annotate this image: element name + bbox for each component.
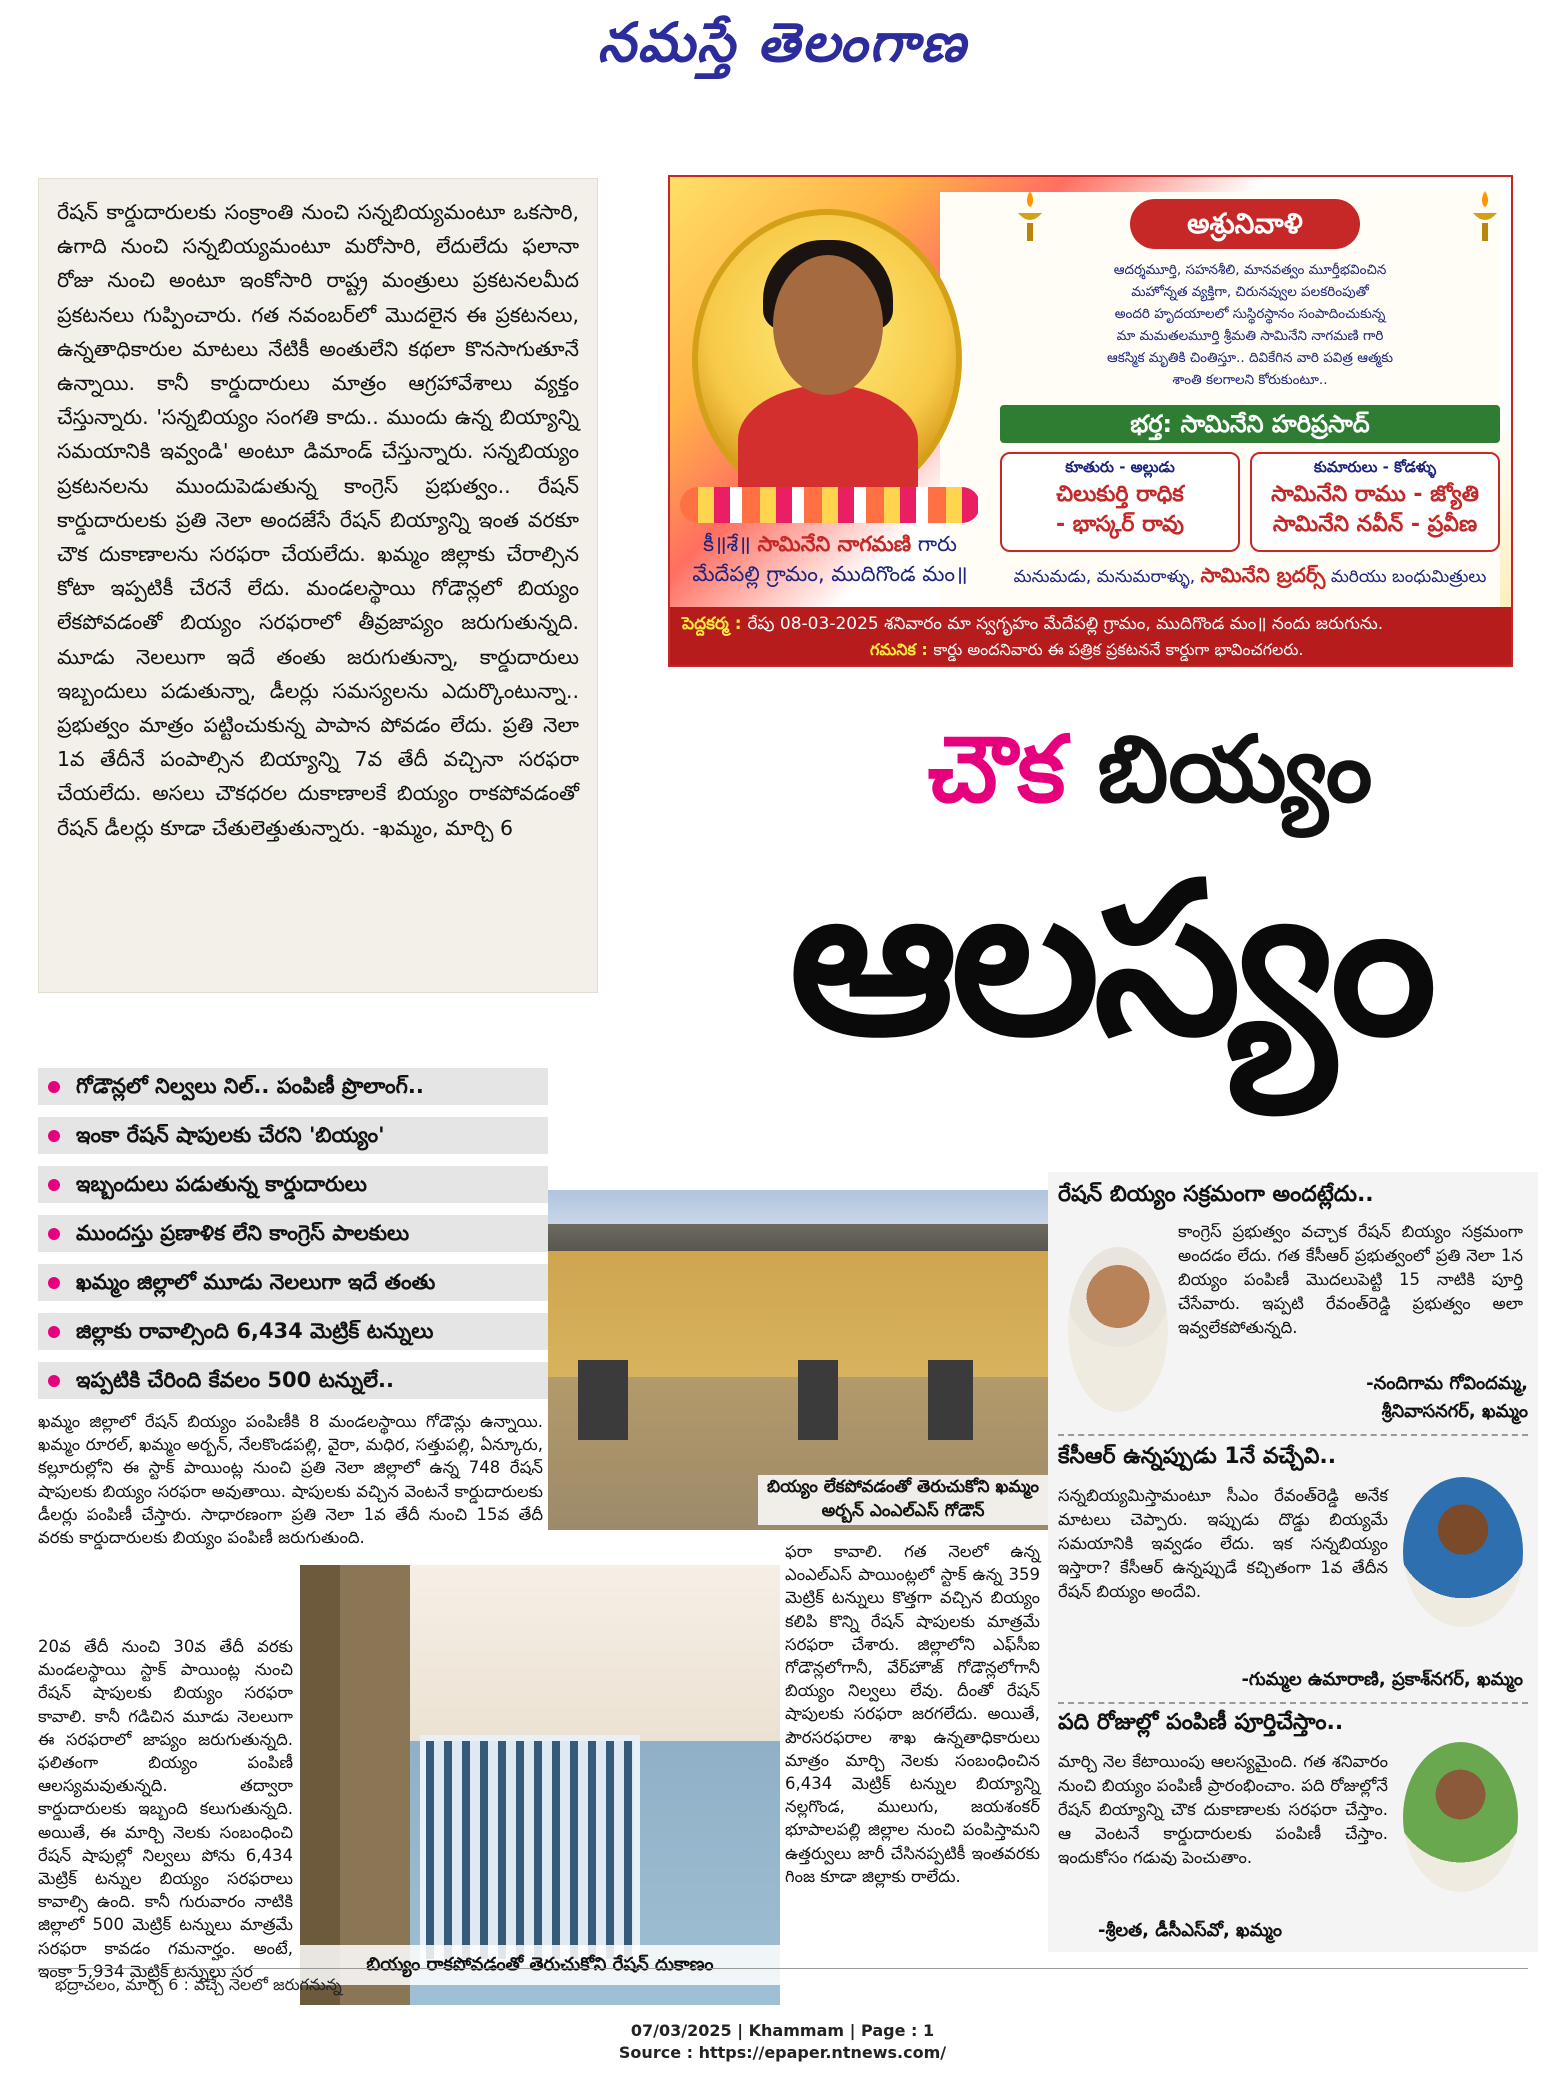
quote-1-signature xyxy=(1178,1370,1528,1426)
ad-family-suffix: మరియు బంధుమిత్రులు xyxy=(1325,567,1487,587)
portrait-face xyxy=(773,255,883,395)
ad-deceased-name: సామినేని నాగమణి xyxy=(757,532,912,556)
ration-shop-photo xyxy=(300,1565,780,2005)
headline-top xyxy=(770,716,1530,823)
ad-deceased-info xyxy=(680,529,980,589)
highlights-list xyxy=(38,1068,548,1411)
bullet-text: జిల్లాకు రావాల్సింది 6,434 మెట్రిక్ టన్నులు xyxy=(76,1319,434,1343)
list-item xyxy=(38,1068,548,1105)
ad-family-highlight: సామినేని బ్రదర్స్ xyxy=(1200,563,1326,587)
quote-2-body: సన్నబియ్యమిస్తామంటూ సీఎం రేవంత్‌రెడ్డి అనేక మాటలు చెప్పారు. ఇప్పుడు దొడ్డు బియ్యమే సమయానికి ఇవ్వడం లేదు. ఇక సన్నబియ్యం ఇస్తారా? కేసీఆర్ ఉన్నప్పుడే కచ్చితంగా 1వ తేదీన రేషన్ బియ్యం అందేవి. xyxy=(1058,1486,1388,1601)
oil-lamp-icon xyxy=(1470,187,1500,247)
ad-event-text: రేపు 08-03-2025 శనివారం మా స్వగృహం మేదేపల్లి గ్రామం, ముదిగొండ మం॥ నందు జరుగును. xyxy=(747,614,1384,634)
headline-main: ఆలస్యం xyxy=(789,837,1431,1082)
bullet-dot-icon xyxy=(48,1326,60,1338)
bullet-dot-icon xyxy=(48,1130,60,1142)
page-footer-date: 07/03/2025 | Khammam | Page : 1 xyxy=(630,2021,935,2040)
bullet-dot-icon xyxy=(48,1228,60,1240)
ad-husband-name: భర్త: సామినేని హరిప్రసాద్ xyxy=(1000,405,1500,443)
headline-word-rice: బియ్యం xyxy=(1065,716,1373,823)
opinions-sidebar xyxy=(1048,1172,1538,1952)
article-text: ఖమ్మం జిల్లాలో రేషన్ బియ్యం పంపిణీకి 8 మండలస్థాయి గోడౌన్లు ఉన్నాయి. ఖమ్మం రూరల్, ఖమ్మం అర్బన్, నేలకొండపల్లి, వైరా, మధిర, సత్తుపల్లి, ఏన్కూరు, కల్లూరుల్లోని ఈ స్టాక్ పాయింట్ల నుంచి ప్రతి నెలా జిల్లాలో ఉన్న 748 రేషన్ షాపులకు బియ్యం సరఫరా అవుతాయి. షాపులకు వచ్చిన వెంటనే కార్డుదారులకు డీలర్లు పంపిణీ చేస్తారు. సాధారణంగా ప్రతి నెలా 1వ తేదీ నుంచి 15వ తేదీ వరకు కార్డుదారులకు బియ్యం పంపిణీ జరుగుతుంది. xyxy=(38,1412,543,1548)
article-column-1-top xyxy=(38,1410,543,1549)
ad-note-tag: గమనిక : xyxy=(870,640,934,659)
list-item xyxy=(38,1264,548,1301)
bullet-dot-icon xyxy=(48,1375,60,1387)
quote-2-photo xyxy=(1403,1477,1523,1627)
quote-1-sig-place: శ్రీనివాసనగర్, ఖమ్మం xyxy=(1381,1401,1528,1422)
ad-sons-box xyxy=(1250,452,1500,552)
godown-photo xyxy=(548,1190,1053,1530)
bullet-text: ఇంకా రేషన్ షాపులకు చేరని 'బియ్యం' xyxy=(76,1123,385,1147)
bullet-dot-icon xyxy=(48,1081,60,1093)
quote-3-heading: పది రోజుల్లో పంపిణీ పూర్తిచేస్తాం.. xyxy=(1058,1710,1344,1735)
footer-divider xyxy=(38,1968,1528,1969)
list-item xyxy=(38,1313,548,1350)
page-footer-source: Source : https://epaper.ntnews.com/ xyxy=(618,2043,947,2062)
quote-2-heading: కేసీఆర్ ఉన్నప్పుడు 1నే వచ్చేవి.. xyxy=(1058,1444,1337,1469)
ad-family-prefix: మనుమడు, మనుమరాళ్ళు, xyxy=(1013,567,1201,587)
quote-3-signature: -శ్రీలత, డీసీఎస్‌వో, ఖమ్మం xyxy=(1098,1920,1283,1941)
article-column-1-bottom xyxy=(38,1635,293,1983)
quote-2-signature: -గుమ్మల ఉమారాణి, ప్రకాశ్‌నగర్, ఖమ్మం xyxy=(1241,1669,1523,1690)
ad-tribute-line: మా మమతలమూర్తి శ్రీమతి సామినేని నాగమణి గారి xyxy=(1116,328,1384,344)
quote-3-photo xyxy=(1403,1742,1518,1892)
list-item xyxy=(38,1362,548,1399)
godown-door xyxy=(798,1360,838,1440)
ad-son-in-law-name: - భాస్కర్ రావు xyxy=(1055,512,1185,537)
ad-daughter-label: కూతురు - అల్లుడు xyxy=(1065,458,1175,476)
oil-lamp-icon xyxy=(1015,187,1045,247)
bullet-text: ఇబ్బందులు పడుతున్న కార్డుదారులు xyxy=(76,1172,367,1196)
ad-deceased-suffix: గారు xyxy=(911,532,957,556)
bullet-text: ముందస్తు ప్రణాళిక లేని కాంగ్రెస్ పాలకులు xyxy=(76,1221,410,1245)
ad-family-line xyxy=(1000,561,1500,591)
bullet-text: ఖమ్మం జిల్లాలో మూడు నెలలుగా ఇదే తంతు xyxy=(76,1270,436,1294)
godown-door xyxy=(928,1360,973,1440)
ad-tribute-line: మహోన్నత వ్యక్తిగా, చిరునవ్వుల పలకరింపుతో xyxy=(1131,284,1369,300)
ad-sons-label: కుమారులు - కోడళ్ళు xyxy=(1313,458,1437,476)
continued-article-snippet: భద్రాచలం, మార్చి 6 : వచ్చే నెలలో జరుగనున్న xyxy=(55,1975,342,1994)
ad-village: మేదేపల్లి గ్రామం, ముదిగొండ మం॥ xyxy=(692,562,968,586)
photo-caption: బియ్యం రాకపోవడంతో తెరుచుకోని రేషన్ దుకాణం xyxy=(300,1945,780,1985)
obituary-advertisement xyxy=(668,175,1513,667)
tree-trunk xyxy=(300,1565,410,2005)
list-item xyxy=(38,1117,548,1154)
newspaper-title: నమస్తే తెలంగాణ xyxy=(597,10,968,74)
page-footer xyxy=(0,2020,1565,2064)
bullet-dot-icon xyxy=(48,1277,60,1289)
quote-1-sig-name: -నందిగామ గోవిందమ్మ, xyxy=(1366,1373,1528,1394)
flower-garland xyxy=(680,487,980,523)
quote-1-photo xyxy=(1068,1247,1168,1412)
lead-paragraph: రేషన్ కార్డుదారులకు సంక్రాంతి నుంచి సన్నబియ్యమంటూ ఒకసారి, ఉగాది నుంచి సన్నబియ్యమంటూ మరోసారి, లేదులేదు ఫలానా రోజు నుంచి అంటూ ఇంకోసారి రాష్ట్ర మంత్రులు ప్రకటనలమీద ప్రకటనలు గుప్పించారు. గత నవంబర్‌లో మొదలైన ఈ ప్రకటనలు, ఉన్నతాధికారుల మాటలు నేటికీ అంతులేని కథలా కొనసాగుతూనే ఉన్నాయి. కానీ కార్డుదారులు మాత్రం ఆగ్రహావేశాలు వ్యక్తం చేస్తున్నారు. 'సన్నబియ్యం సంగతి కాదు.. ముందు ఉన్న బియ్యాన్ని సమయానికి ఇవ్వండి' అంటూ డిమాండ్ చేస్తున్నారు. సన్నబియ్యం ప్రకటనలను ముందుపెడుతున్న కాంగ్రెస్ ప్రభుత్వం.. రేషన్ కార్డుదారులకు ప్రతి నెలా అందజేసే రేషన్ బియ్యాన్ని ఇంత వరకూ చౌక దుకాణాలను సరఫరా చేయలేదు. ఖమ్మం జిల్లాకు చేరాల్సిన కోటా ఇప్పటికీ చేరనే లేదు. మండలస్థాయి గోడౌన్లలో బియ్యం లేకపోవడంతో బియ్యం సరఫరాలో తీవ్రజాప్యం జరుగుతున్నది. మూడు నెలలుగా ఇదే తంతు జరుగుతున్నా, కార్డుదారులు ఇబ్బందులు పడుతున్నా, డీలర్లు సమస్యలను ఎదుర్కొంటున్నా.. ప్రభుత్వం మాత్రం పట్టించుకున్న పాపాన పోవడం లేదు. ప్రతి నెలా 1వ తేదీనే పంపాల్సిన బియ్యాన్ని 7వ తేదీ వచ్చినా సరఫరా చేయలేదు. అసలు చౌకధరల దుకాణాలకే బియ్యం రాకపోవడంతో రేషన్ డీలర్లు కూడా చేతులెత్తుతున్నారు. -ఖమ్మం, మార్చి 6 xyxy=(57,200,579,840)
headline-word-cheap: చౌక xyxy=(927,716,1066,823)
ad-son-name: సామినేని రాము - జ్యోతి xyxy=(1271,482,1479,507)
divider xyxy=(1058,1702,1528,1704)
ad-son-name: సామినేని నవీన్ - ప్రవీణ xyxy=(1272,512,1478,537)
quote-1-heading: రేషన్ బియ్యం సక్రమంగా అందట్లేదు.. xyxy=(1058,1182,1374,1207)
shop-gate xyxy=(420,1735,640,1965)
lead-paragraph-box xyxy=(38,178,598,993)
godown-door xyxy=(578,1360,628,1440)
portrait-photo xyxy=(692,209,962,509)
ad-tribute-line: ఆకస్మిక మృతికి చింతిస్తూ.. దివికేగిన వారి పవిత్ర ఆత్మకు xyxy=(1106,350,1394,366)
ad-title: అశ్రునివాళి xyxy=(1130,199,1360,249)
bullet-dot-icon xyxy=(48,1179,60,1191)
ad-tribute-line: అందరి హృదయాలలో సుస్థిరస్థానం సంపాదించుకున్న xyxy=(1114,306,1386,322)
divider xyxy=(1058,1434,1528,1436)
article-column-2 xyxy=(785,1540,1040,1888)
photo-caption: బియ్యం లేకపోవడంతో తెరుచుకోని ఖమ్మం అర్బన్ ఎంఎల్ఎస్ గోడౌన్ xyxy=(758,1475,1048,1525)
ad-daughter-name: చిలుకుర్తి రాధిక xyxy=(1056,482,1184,507)
bullet-text: ఇప్పటికి చేరింది కేవలం 500 టన్నులే.. xyxy=(76,1368,394,1392)
article-text: ఫరా కావాలి. గత నెలలో ఉన్న ఎంఎల్ఎస్ పాయింట్లలో స్టాక్ ఉన్న 359 మెట్రిక్ టన్నులు కొత్తగా వచ్చిన బియ్యం కలిపి కొన్ని రేషన్ షాపులకు మాత్రమే సరఫరా చేశారు. జిల్లాలోని ఎఫ్‌సీఐ గోడౌన్లలోగానీ, వేర్‌హౌజ్ గోడౌన్లలోగానీ బియ్యం నిల్వలు లేవు. దీంతో రేషన్ షాపులకు సరఫరా జరగలేదు. అయితే, పౌరసరఫరాల శాఖ ఉన్నతాధికారులు మాత్రం మార్చి నెలకు సంబంధించిన 6,434 మెట్రిక్ టన్నుల బియ్యాన్ని నల్లగొండ, ములుగు, జయశంకర్ భూపాలపల్లి జిల్లాల నుంచి పంపిస్తామని ఉత్తర్వులు జారీ చేసినప్పటికీ ఇంతవరకు గింజ కూడా జిల్లాకు రాలేదు. xyxy=(785,1542,1040,1886)
list-item xyxy=(38,1166,548,1203)
list-item xyxy=(38,1215,548,1252)
ad-tribute-text xyxy=(1000,259,1500,391)
ad-deceased-prefix: కీ॥శే॥ xyxy=(703,532,758,556)
masthead xyxy=(0,0,1565,85)
ad-daughter-box xyxy=(1000,452,1240,552)
quote-3-body: మార్చి నెల కేటాయింపు ఆలస్యమైంది. గత శనివారం నుంచి బియ్యం పంపిణీ ప్రారంభించాం. పది రోజుల్లోనే రేషన్ బియ్యాన్ని చౌక దుకాణాలకు సరఫరా చేస్తాం. ఆ వెంటనే కార్డుదారులకు పంపిణీ చేస్తాం. ఇందుకోసం గడువు పెంచుతాం. xyxy=(1058,1752,1388,1867)
ad-note-text: కార్డు అందనివారు ఈ పత్రిక ప్రకటననే కార్డుగా భావించగలరు. xyxy=(933,640,1304,659)
portrait-saree xyxy=(738,385,918,495)
ad-event-band xyxy=(670,607,1513,667)
quote-1-body: కాంగ్రెస్ ప్రభుత్వం వచ్చాక రేషన్ బియ్యం సక్రమంగా అందడం లేదు. గత కేసీఆర్ ప్రభుత్వంలో ప్రతి నెలా 1న బియ్యం పంపిణీ మొదలుపెట్టి 15 నాటికి పూర్తి చేసేవారు. ఇప్పటి రేవంత్‌రెడ్డి ప్రభుత్వం అలా ఇవ్వలేకపోతున్నది. xyxy=(1178,1222,1523,1337)
article-text: 20వ తేదీ నుంచి 30వ తేదీ వరకు మండలస్థాయి స్టాక్ పాయింట్ల నుంచి రేషన్ షాపులకు బియ్యం సరఫరా కావాలి. కానీ గడిచిన మూడు నెలలుగా ఈ సరఫరాలో జాప్యం జరుగుతున్నది. ఫలితంగా బియ్యం పంపిణీ ఆలస్యమవుతున్నది. తద్వారా కార్డుదారులకు ఇబ్బంది కలుగుతున్నది. అయితే, ఈ మార్చి నెలకు సంబంధించి రేషన్ షాపుల్లో నిల్వలు పోను 6,434 మెట్రిక్ టన్నుల బియ్యం సరఫరాలు కావాల్సి ఉంది. కానీ గురువారం నాటికి జిల్లాలో 500 మెట్రిక్ టన్నులు మాత్రమే సరఫరా కావడం గమనార్హం. అంటే, ఇంకా 5,934 మెట్రిక్ టన్నులు సర xyxy=(38,1637,293,1981)
ad-tribute-line: శాంతి కలగాలని కోరుకుంటూ.. xyxy=(1172,372,1328,388)
ad-event-tag: పెద్దకర్మ : xyxy=(682,614,748,634)
ad-tribute-line: ఆదర్శమూర్తి, సహనశీలి, మానవత్వం మూర్తీభవించిన xyxy=(1113,262,1387,278)
bullet-text: గోడౌన్లలో నిల్వలు నిల్.. పంపిణీ ప్రొలాంగ్.. xyxy=(76,1074,424,1098)
